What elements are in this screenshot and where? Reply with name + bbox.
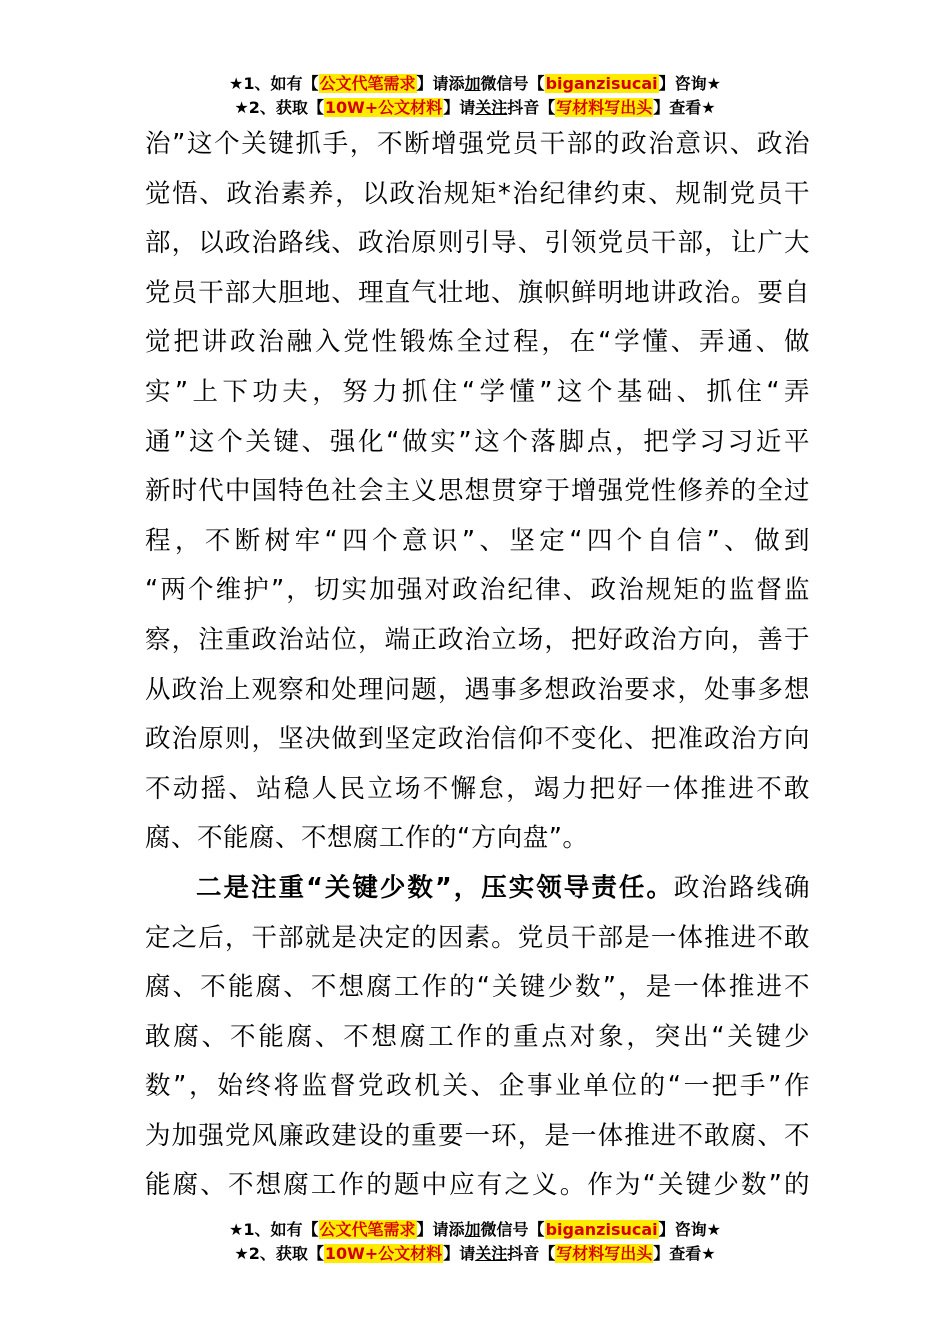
text-line: 程，不断树牢“四个意识”、坚定“四个自信”、做到 <box>145 525 810 556</box>
banner-text: 】查看★ <box>653 1244 716 1263</box>
banner-text: 】查看★ <box>653 98 716 117</box>
highlight-wechat-id: biganzisucai <box>545 1220 658 1239</box>
text-line: 察，注重政治站位，端正政治立场，把好政治方向，善于 <box>145 624 810 655</box>
underlined-text: 关注 <box>475 1244 508 1263</box>
body-text <box>145 120 810 1211</box>
text-line: 通”这个关键、强化“做实”这个落脚点，把学习习近平 <box>145 426 810 457</box>
banner-line-1 <box>0 72 950 96</box>
text-line: 从政治上观察和处理问题，遇事多想政治要求，处事多想 <box>145 674 810 705</box>
highlight-materials: 10W+公文材料 <box>324 98 443 117</box>
text-line: 政治原则，坚决做到坚定政治信仰不变化、把准政治方向 <box>145 724 810 755</box>
underlined-text: 加 <box>464 1220 481 1239</box>
text-line: 定之后，干部就是决定的因素。党员干部是一体推进不敢 <box>145 922 810 953</box>
banner-text: ★2、获取【 <box>234 1244 324 1263</box>
text-line: 数”，始终将监督党政机关、企事业单位的“一把手”作 <box>145 1071 810 1102</box>
underlined-text: 加 <box>464 74 481 93</box>
banner-text: 】请添 <box>416 74 465 93</box>
text-line: 党员干部大胆地、理直气壮地、旗帜鲜明地讲政治。要自 <box>145 277 810 308</box>
highlight-douyin-account: 写材料写出头 <box>556 1244 653 1263</box>
highlight-wechat-id: biganzisucai <box>545 74 658 93</box>
banner-line-2 <box>0 96 950 120</box>
paragraph-heading: 二是注重“关键少数”，压实领导责任。 <box>196 872 674 903</box>
text-line: 觉把讲政治融入党性锻炼全过程，在“学懂、弄通、做 <box>145 327 810 358</box>
text-line: 新时代中国特色社会主义思想贯穿于增强党性修养的全过 <box>145 476 810 507</box>
banner-text: 】咨询★ <box>658 74 721 93</box>
text-line: 不动摇、站稳人民立场不懈怠，竭力把好一体推进不敢 <box>145 773 810 804</box>
text-fragment: 政治路线确 <box>673 872 810 903</box>
banner-text: ★2、获取【 <box>234 98 324 117</box>
text-line: 实”上下功夫，努力抓住“学懂”这个基础、抓住“弄 <box>145 376 810 407</box>
banner-text: 微信号【 <box>480 74 545 93</box>
highlight-douyin-account: 写材料写出头 <box>556 98 653 117</box>
text-line: “两个维护”，切实加强对政治纪律、政治规矩的监督监 <box>145 575 810 606</box>
highlight-service: 公文代笔需求 <box>319 1220 416 1239</box>
text-line: 腐、不能腐、不想腐工作的“方向盘”。 <box>145 823 589 854</box>
header-banner <box>0 72 950 120</box>
banner-text: 】咨询★ <box>658 1220 721 1239</box>
paragraph-2-first-line <box>145 864 810 914</box>
banner-line-1 <box>0 1218 950 1242</box>
banner-line-2 <box>0 1242 950 1266</box>
text-line: 觉悟、政治素养，以政治规矩*治纪律约束、规制党员干 <box>145 178 810 209</box>
underlined-text: 关注 <box>475 98 508 117</box>
footer-banner <box>0 1218 950 1266</box>
text-line: 部，以政治路线、政治原则引导、引领党员干部，让广大 <box>145 228 810 259</box>
text-line: 敢腐、不能腐、不想腐工作的重点对象，突出“关键少 <box>145 1021 810 1052</box>
banner-text: 抖音【 <box>507 1244 556 1263</box>
banner-text: ★1、如有【 <box>229 74 319 93</box>
highlight-materials: 10W+公文材料 <box>324 1244 443 1263</box>
banner-text: 】请 <box>443 1244 476 1263</box>
text-line: 能腐、不想腐工作的题中应有之义。作为“关键少数”的 <box>145 1170 810 1201</box>
text-line: 为加强党风廉政建设的重要一环，是一体推进不敢腐、不 <box>145 1120 810 1151</box>
text-line: 治”这个关键抓手，不断增强党员干部的政治意识、政治 <box>145 129 810 159</box>
banner-text: 】请添 <box>416 1220 465 1239</box>
banner-text: ★1、如有【 <box>229 1220 319 1239</box>
banner-text: 微信号【 <box>480 1220 545 1239</box>
highlight-service: 公文代笔需求 <box>319 74 416 93</box>
banner-text: 】请 <box>443 98 476 117</box>
text-line: 腐、不能腐、不想腐工作的“关键少数”，是一体推进不 <box>145 972 810 1003</box>
banner-text: 抖音【 <box>507 98 556 117</box>
